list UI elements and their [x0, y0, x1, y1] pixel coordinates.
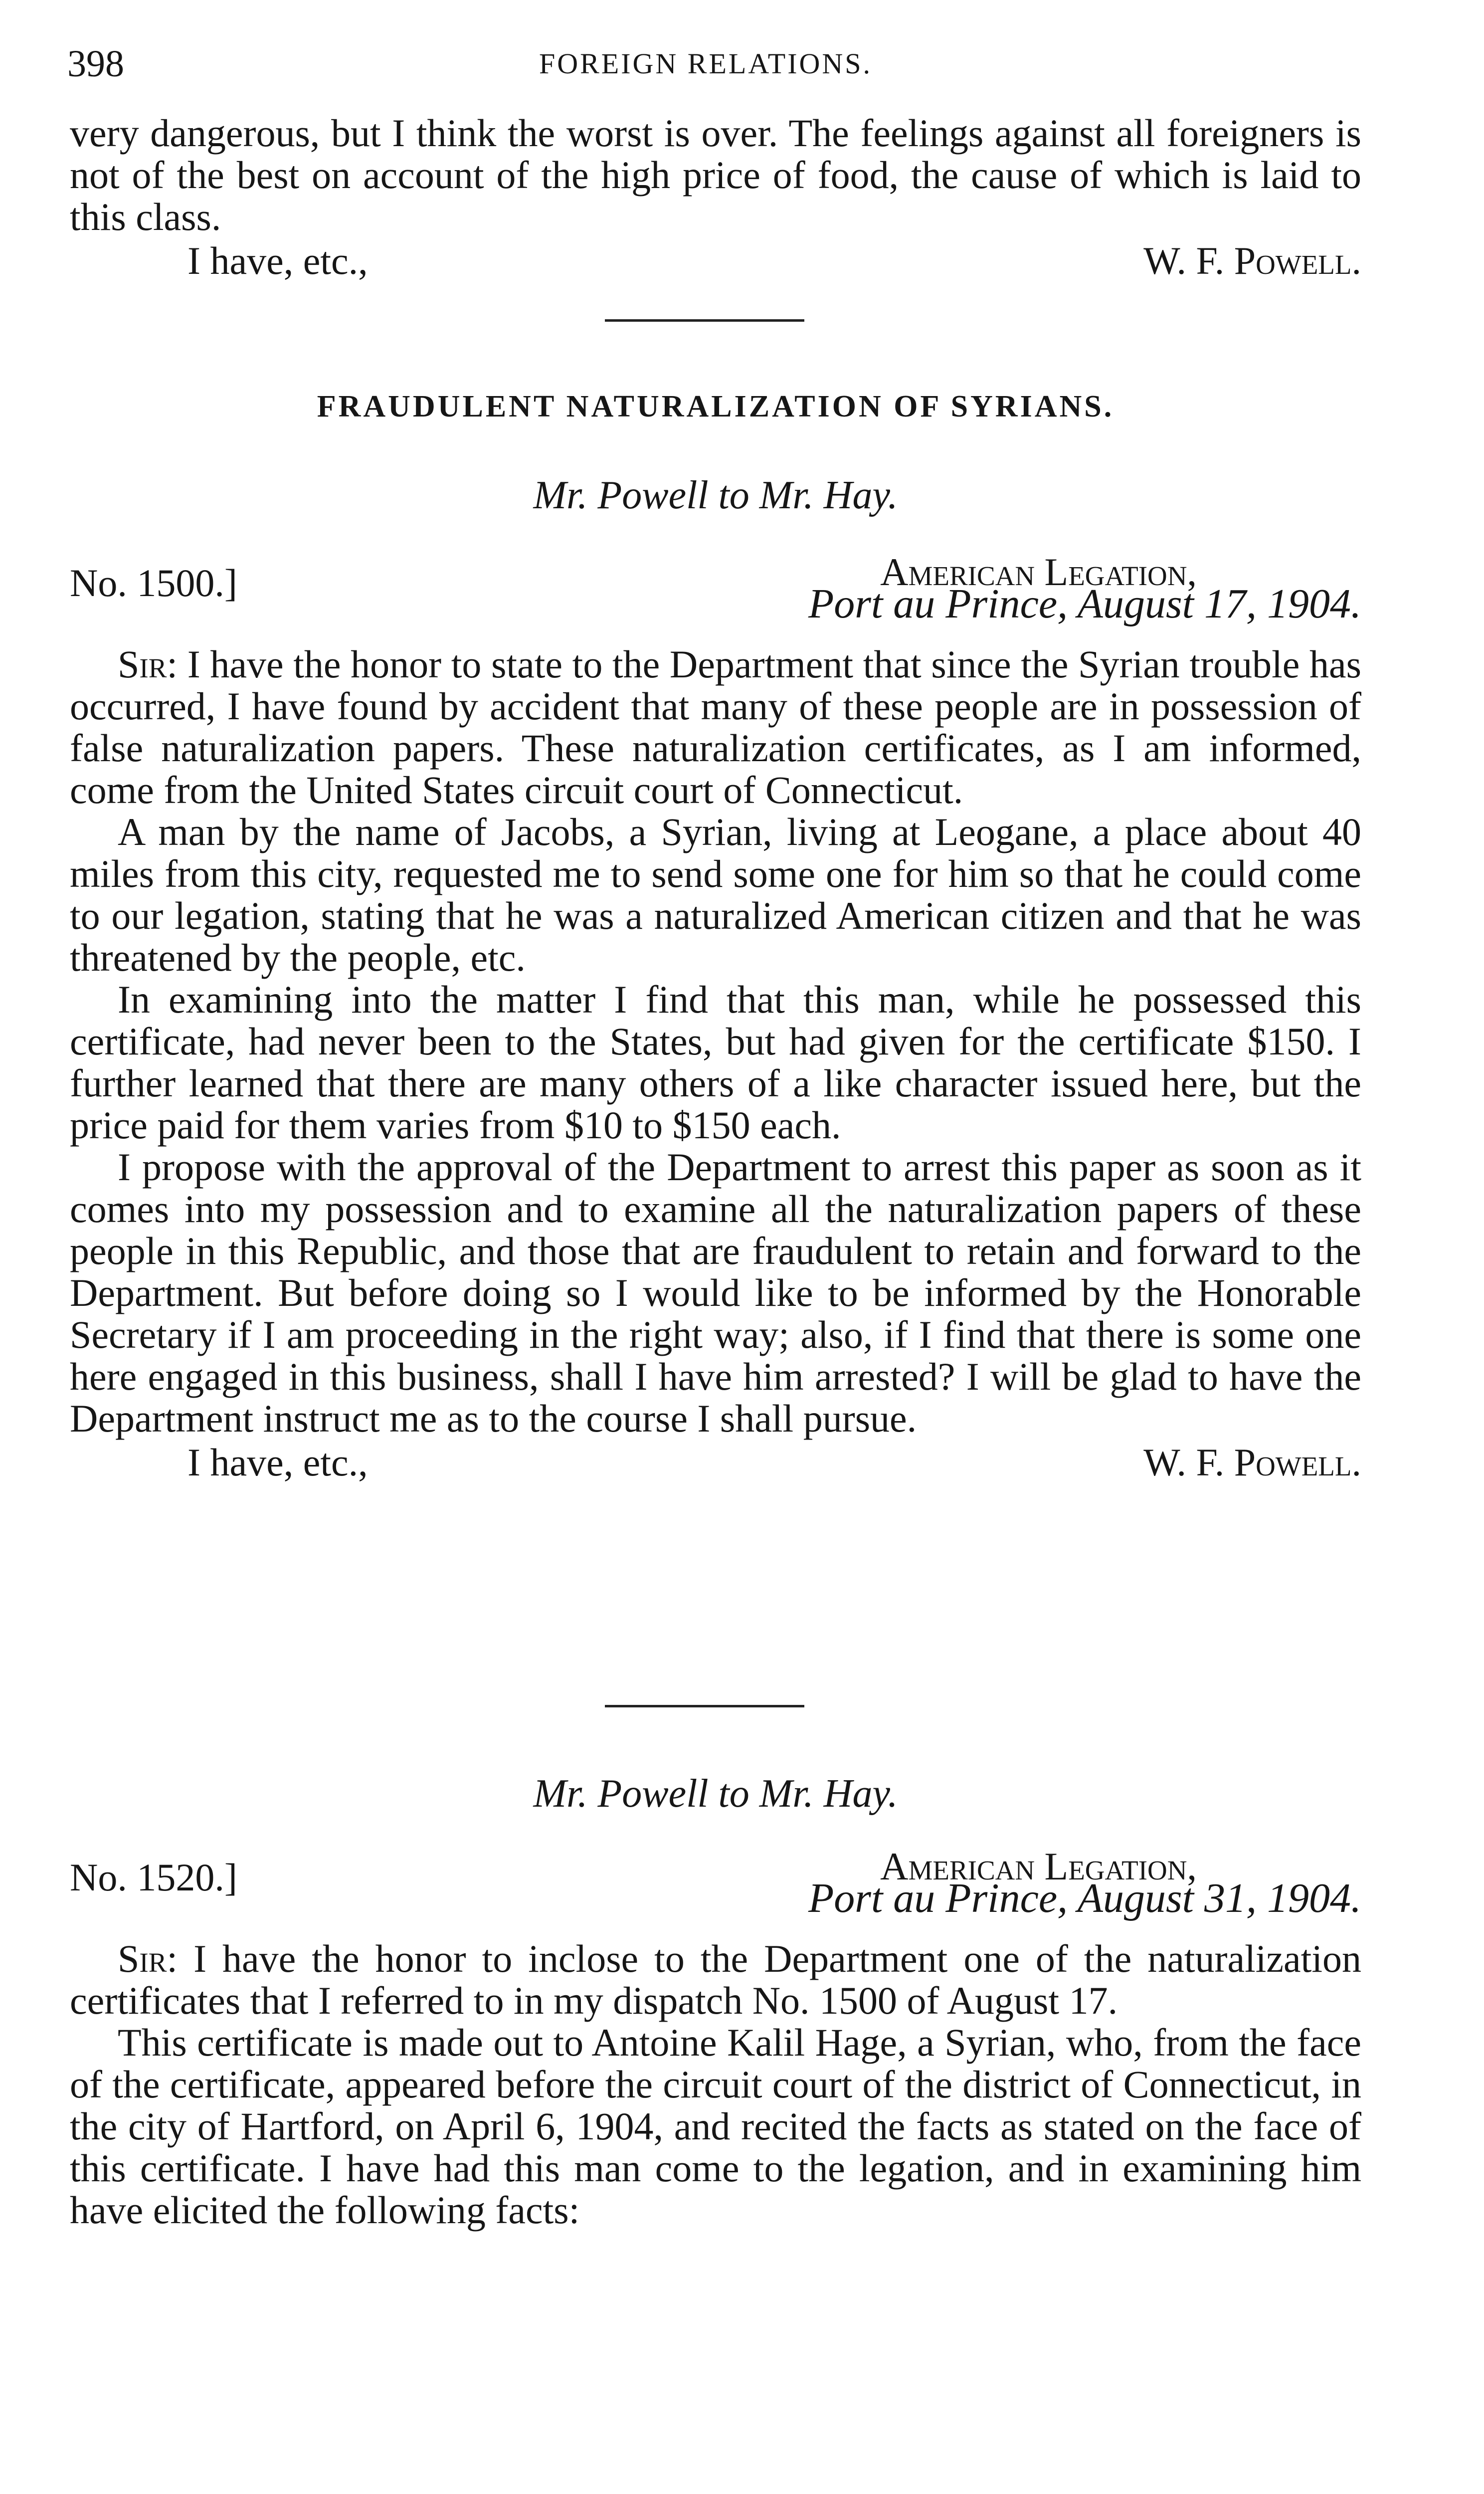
dispatch-header — [70, 551, 1361, 641]
dispatch-header — [70, 1846, 1361, 1935]
dispatch-number: No. 1520.] — [70, 1856, 237, 1899]
letter-body — [70, 1938, 1361, 2231]
paragraph: I propose with the approval of the Department to arrest this paper as soon as it comes into my possession and to examine all the naturalization papers of these people in this Republic, and those that are fraudulent to retain and forward to the Department. But before doing so I would like to be informed by the Honorable Secretary if I am proceeding in the right way; also, if I find that there is some one here engaged in this business, shall I have him arrested? I will be glad to have the Department instruct me as to the course I shall pursue. — [70, 1145, 1361, 1440]
dispatch-number: No. 1500.] — [70, 561, 237, 605]
section-heading: FRAUDULENT NATURALIZATION OF SYRIANS. — [317, 390, 1114, 423]
signature: W. F. Powell. — [1143, 239, 1361, 282]
place-date: Port au Prince, August 31, 1904. — [808, 1875, 1361, 1921]
place-date: Port au Prince, August 17, 1904. — [808, 581, 1361, 627]
page-header — [67, 39, 1344, 89]
paragraph: In examining into the matter I find that this man, while he possessed this certificate, had never been to the States, but had given for the certificate $150. I further learned that there are many others of a like character issued here, but the price paid for them varies from $10 to $150 each. — [70, 978, 1361, 1147]
closing-phrase: I have, etc., — [187, 239, 368, 282]
signature: W. F. Powell. — [1143, 1441, 1361, 1484]
letter-title: Mr. Powell to Mr. Hay. — [533, 1772, 898, 1816]
page-number: 398 — [67, 43, 124, 85]
divider-rule — [605, 1705, 804, 1707]
opening-block — [70, 112, 1361, 284]
paragraph-text: I have the honor to state to the Department that since the Syrian trouble has occurred, I have found by accident that many of these people are in possession of false naturalization papers. These naturalization certificates, as I am informed, come from the United States circuit court of Connecticut. — [70, 642, 1362, 812]
legation-name: American Legation, — [880, 550, 1197, 594]
paragraph: A man by the name of Jacobs, a Syrian, living at Leogane, a place about 40 miles from this city, requested me to send some one for him so that he could come to our legation, stating that he was a naturalized American citizen and that he was threatened by the people, etc. — [70, 810, 1361, 979]
letter-closing — [70, 1440, 1361, 1485]
opening-paragraph: very dangerous, but I think the worst is over. The feelings against all foreigners is not of the best on account of the high price of food, the cause of which is laid to this class. — [70, 111, 1361, 238]
letter-title: Mr. Powell to Mr. Hay. — [533, 473, 898, 517]
legation-name: American Legation, — [880, 1845, 1197, 1888]
closing-phrase: I have, etc., — [187, 1441, 368, 1484]
paragraph — [70, 1938, 1361, 2022]
opening-closing — [70, 238, 1361, 284]
salutation: Sir: — [118, 642, 178, 686]
divider-rule — [605, 319, 804, 322]
paragraph: This certificate is made out to Antoine Kalil Hage, a Syrian, who, from the face of the certificate, appeared before the circuit court of the district of Connecticut, in the city of Hartford, on April 6, 1904, and recited the facts as stated on the face of this certificate. I have had this man come to the legation, and in examining him have elicited the following facts: — [70, 2021, 1361, 2232]
paragraph-text: I have the honor to inclose to the Department one of the naturalization certificates that I referred to in my dispatch No. 1500 of August 17. — [70, 1937, 1362, 2022]
salutation: Sir: — [118, 1937, 178, 1980]
running-title: FOREIGN RELATIONS. — [539, 47, 873, 80]
paragraph — [70, 643, 1361, 811]
letter-body — [70, 643, 1361, 1485]
